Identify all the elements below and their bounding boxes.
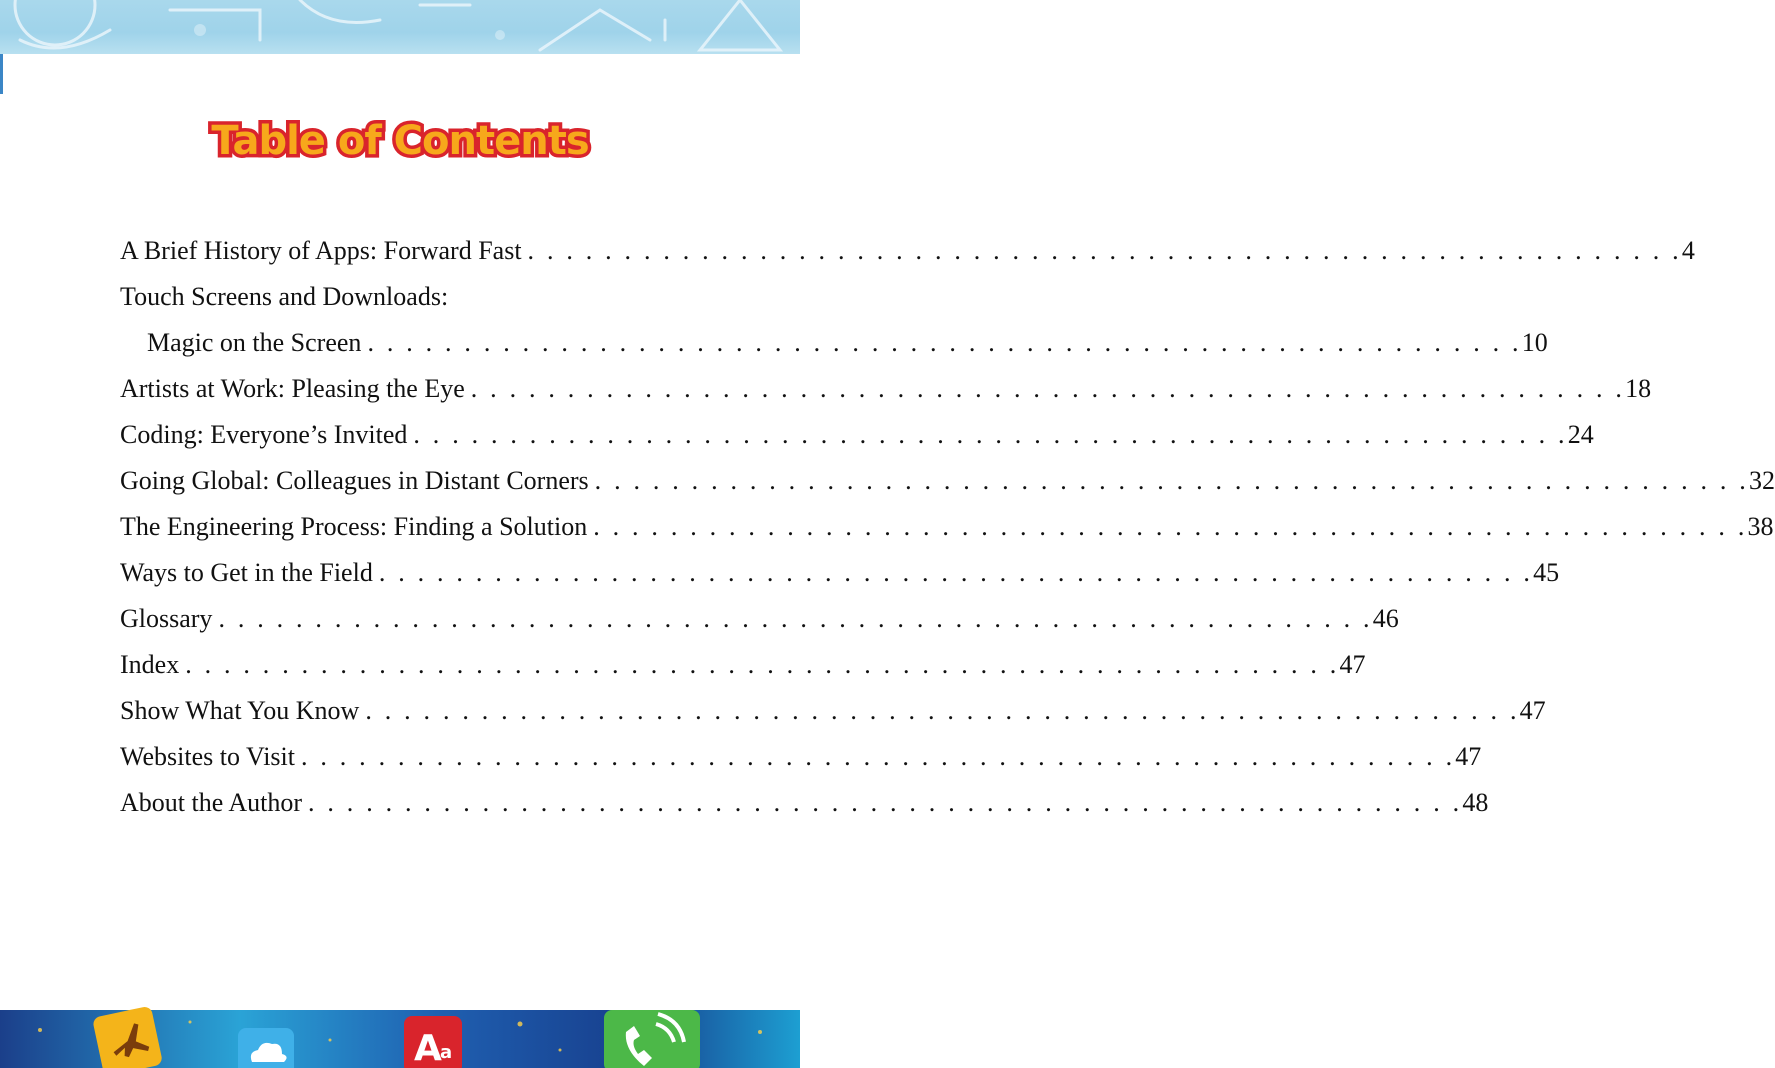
toc-entry-title: A Brief History of Apps: Forward Fast [120,236,522,265]
toc-entry-page: 47 [1455,742,1482,771]
top-decorative-banner [0,0,800,54]
toc-entry-title: Touch Screens and Downloads: [120,282,449,311]
toc-entry-page: 46 [1372,604,1399,633]
toc-entry-page: 47 [1339,650,1366,679]
cloud-icon [238,1028,294,1068]
toc-entry-title: About the Author [120,788,302,817]
toc-entry-page: 4 [1681,236,1695,265]
toc-entry-page: 48 [1462,788,1489,817]
svg-text:A: A [414,1028,442,1068]
toc-dot-leader: . . . . . . . . . . . . . . . . . . . . . . . . . . . . . . . . . . . . . . . . . . . . . . . . . . . . . . . . . . . . [218,604,1373,633]
bottom-decorative-banner [0,1010,800,1068]
toc-entry-title: Ways to Get in the Field [120,558,373,587]
toc-dot-leader: . . . . . . . . . . . . . . . . . . . . . . . . . . . . . . . . . . . . . . . . . . . . . . . . . . . . . . . . . . . . [594,466,1749,495]
toc-entry [120,650,1366,696]
toc-entry [120,236,1695,282]
toc-entry-page: 38 [1747,512,1774,541]
text-font-icon [404,1016,462,1068]
toc-entry [120,696,1546,742]
toc-entry [120,282,704,328]
toc-dot-leader: . . . . . . . . . . . . . . . . . . . . . . . . . . . . . . . . . . . . . . . . . . . . . . . . . . . . . . . . . . . . [378,558,1534,587]
toc-entry-page: 45 [1533,558,1560,587]
page-title: Table of Contents [211,118,589,164]
toc-dot-leader: . . . . . . . . . . . . . . . . . . . . . . . . . . . . . . . . . . . . . . . . . . . . . . . . . . . . . . . . . . . . [413,420,1568,449]
toc-entry [120,788,1489,834]
toc-entry-title: Show What You Know [120,696,360,725]
toc-entry [120,512,1774,558]
toc-entry-title: Artists at Work: Pleasing the Eye [120,374,465,403]
toc-dot-leader: . . . . . . . . . . . . . . . . . . . . . . . . . . . . . . . . . . . . . . . . . . . . . . . . . . . . . . . . . . . . [365,696,1520,725]
toc-entry-page: 47 [1519,696,1546,725]
toc-entry [120,420,1594,466]
toc-entry [120,742,1482,788]
toc-dot-leader: . . . . . . . . . . . . . . . . . . . . . . . . . . . . . . . . . . . . . . . . . . . . . . . . . . . . . . . . . . . . [308,788,1463,817]
toc-entry-title: Coding: Everyone’s Invited [120,420,408,449]
toc-dot-leader: . . . . . . . . . . . . . . . . . . . . . . . . . . . . . . . . . . . . . . . . . . . . . . . . . . . . . . . . . . . . [367,328,1522,357]
toc-dot-leader: . . . . . . . . . . . . . . . . . . . . . . . . . . . . . . . . . . . . . . . . . . . . . . . . . . . . . . . . . . . . [593,512,1748,541]
toc-dot-leader: . . . . . . . . . . . . . . . . . . . . . . . . . . . . . . . . . . . . . . . . . . . . . . . . . . . . . . . . . . . . [300,742,1456,771]
toc-entry-title: Websites to Visit [120,742,295,771]
phone-call-icon [604,1010,700,1068]
table-of-contents-list [120,236,1775,834]
toc-entry-title: Index [120,650,180,679]
toc-entry-page: 10 [1521,328,1548,357]
toc-entry-title: Glossary [120,604,213,633]
toc-dot-leader: . . . . . . . . . . . . . . . . . . . . . . . . . . . . . . . . . . . . . . . . . . . . . . . . . . . . . . . . . . . . [185,650,1340,679]
toc-entry-page: 18 [1625,374,1652,403]
toc-entry-title: Magic on the Screen [147,328,362,357]
toc-entry [120,328,1548,374]
toc-entry [120,374,1652,420]
toc-entry [120,604,1399,650]
toc-entry [120,558,1560,604]
airplane-icon [92,1006,163,1068]
doodle-illustration [0,0,800,54]
toc-entry-title: Going Global: Colleagues in Distant Corners [120,466,589,495]
toc-dot-leader: . . . . . . . . . . . . . . . . . . . . . . . . . . . . . . . . . . . . . . . . . . . . . . . . . . . . . . . . . . . . [470,374,1626,403]
toc-entry [120,466,1775,512]
toc-entry-title: The Engineering Process: Finding a Solution [120,512,588,541]
svg-text:a: a [440,1042,453,1063]
toc-dot-leader: . . . . . . . . . . . . . . . . . . . . . . . . . . . . . . . . . . . . . . . . . . . . . . . . . . . . . . . . . . . . [527,236,1682,265]
page-edge-marker [0,54,3,94]
toc-entry-page: 32 [1748,466,1775,495]
toc-entry-page: 24 [1567,420,1594,449]
